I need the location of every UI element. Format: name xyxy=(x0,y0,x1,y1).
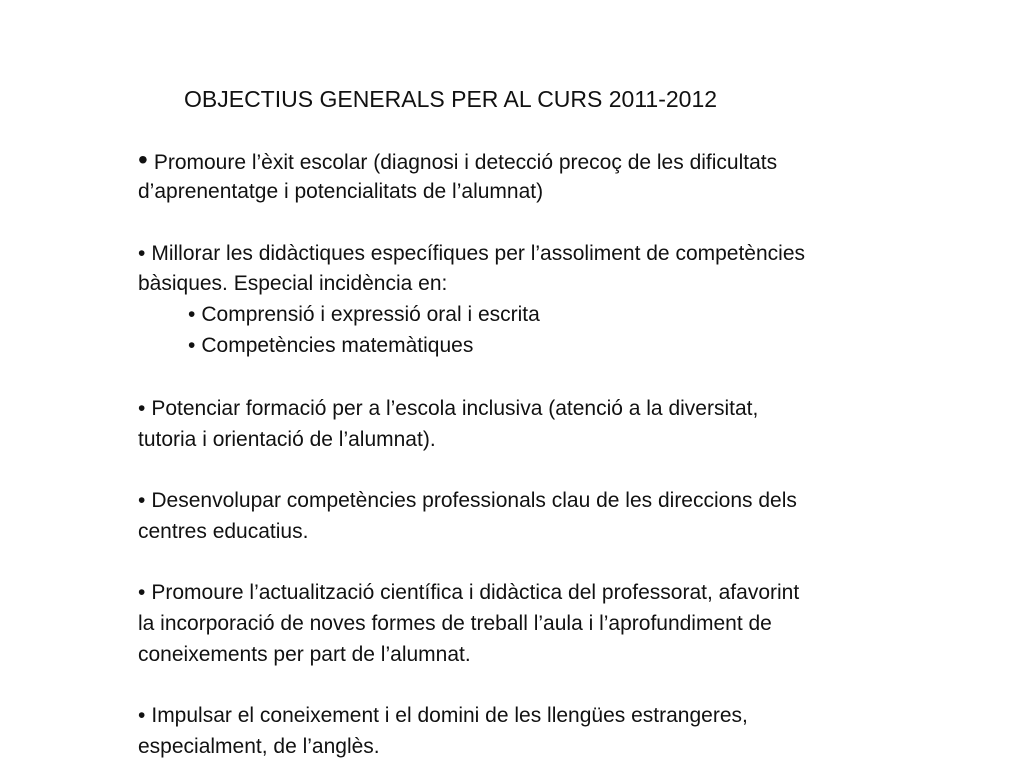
objective-6-line-1 xyxy=(138,702,748,730)
bullet-icon: • xyxy=(188,303,196,326)
objective-4-line-1 xyxy=(138,487,797,515)
objective-3-line-1 xyxy=(138,395,758,423)
objective-6-text-1: Impulsar el coneixement i el domini de les llengües estrangeres, xyxy=(151,704,748,727)
objective-1-line-1 xyxy=(138,146,777,177)
bullet-icon: • xyxy=(138,489,146,512)
bullet-icon: • xyxy=(138,144,148,175)
objective-2-subitem-1 xyxy=(188,301,540,329)
objective-5-text-3: coneixements per part de l’alumnat. xyxy=(138,643,471,666)
objective-4-text-2: centres educatius. xyxy=(138,520,309,543)
objective-2-text-2: bàsiques. Especial incidència en: xyxy=(138,272,448,295)
objective-2-subitem-2-text: Competències matemàtiques xyxy=(201,334,474,357)
objective-5-line-3 xyxy=(138,641,471,669)
objective-2-line-1 xyxy=(138,240,805,268)
objective-4-text-1: Desenvolupar competències professionals clau de les direccions dels xyxy=(151,489,797,512)
bullet-icon: • xyxy=(138,397,146,420)
objective-5-text-1: Promoure l’actualització científica i didàctica del professorat, afavorint xyxy=(151,581,800,604)
bullet-icon: • xyxy=(138,704,146,727)
objective-2-line-2 xyxy=(138,270,447,298)
objective-2-text-1: Millorar les didàctiques específiques per l’assoliment de competències xyxy=(151,242,806,265)
objective-5-line-1 xyxy=(138,579,799,607)
objective-2-subitem-1-text: Comprensió i expressió oral i escrita xyxy=(201,303,540,326)
objective-1-line-2 xyxy=(138,178,543,206)
objective-5-line-2 xyxy=(138,610,772,638)
objective-2-subitem-2 xyxy=(188,332,473,360)
objective-6-line-2 xyxy=(138,733,380,761)
objective-1-text-1: Promoure l’èxit escolar (diagnosi i detecció precoç de les dificultats xyxy=(153,151,778,174)
objective-4-line-2 xyxy=(138,518,308,546)
bullet-icon: • xyxy=(138,242,146,265)
objective-3-line-2 xyxy=(138,426,436,454)
bullet-icon: • xyxy=(188,334,196,357)
objective-3-text-2: tutoria i orientació de l’alumnat). xyxy=(138,428,436,451)
objective-5-text-2: la incorporació de noves formes de treball l’aula i l’aprofundiment de xyxy=(138,612,772,635)
slide-title: OBJECTIUS GENERALS PER AL CURS 2011-2012 xyxy=(184,86,718,112)
objective-3-text-1: Potenciar formació per a l’escola inclusiva (atenció a la diversitat, xyxy=(151,397,759,420)
objective-6-text-2: especialment, de l’anglès. xyxy=(138,735,380,758)
objective-1-text-2: d’aprenentatge i potencialitats de l’alumnat) xyxy=(138,180,544,203)
bullet-icon: • xyxy=(138,581,146,604)
